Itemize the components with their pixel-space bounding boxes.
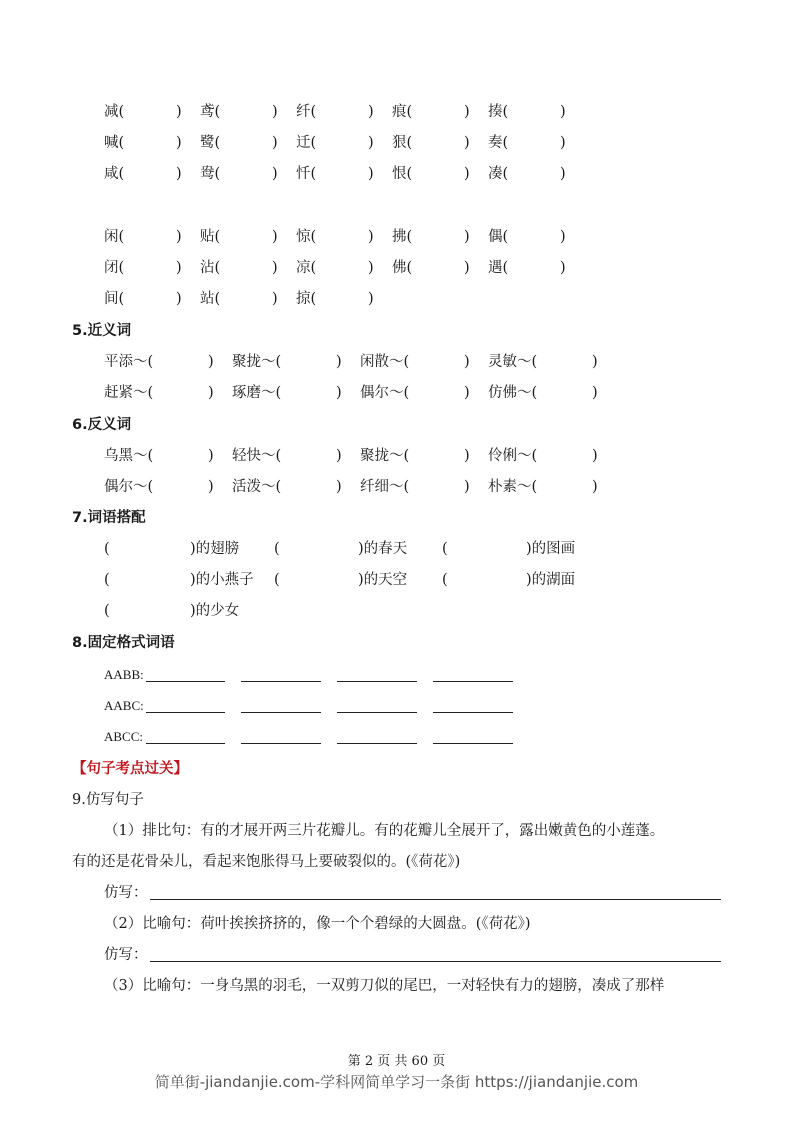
- close-paren: ): [368, 260, 374, 276]
- char-item: 减(: [104, 104, 125, 120]
- q9-title: 9.仿写句子: [72, 792, 144, 808]
- collocation-item: )的图画: [526, 541, 576, 557]
- word-item: 平添～(: [104, 354, 154, 370]
- collocation-item: )的湖面: [526, 572, 576, 588]
- close-paren: ): [368, 166, 374, 182]
- close-paren: ): [592, 385, 598, 401]
- word-item: 琢磨～(: [232, 385, 282, 401]
- char-item: 狠(: [392, 135, 413, 151]
- format-label-abcc: ABCC:: [104, 729, 144, 744]
- close-paren: ): [272, 291, 278, 307]
- close-paren: ): [336, 385, 342, 401]
- char-item: 间(: [104, 291, 125, 307]
- char-item: 惊(: [296, 229, 317, 245]
- close-paren: ): [208, 385, 214, 401]
- word-item: 偶尔～(: [360, 385, 410, 401]
- word-item: 偶尔～(: [104, 479, 154, 495]
- imitate-label: 仿写：: [104, 885, 148, 901]
- char-item: 鹭(: [200, 135, 221, 151]
- q9-item1-line2: 有的还是花骨朵儿，看起来饱胀得马上要破裂似的。(《荷花》): [72, 854, 461, 870]
- close-paren: ): [592, 354, 598, 370]
- page-number: 第 2 页 共 60 页: [347, 1054, 446, 1069]
- char-item: 鸯(: [200, 166, 221, 182]
- char-item: 纤(: [296, 104, 317, 120]
- collocation-item: )的天空: [358, 572, 408, 588]
- word-item: 闲散～(: [360, 354, 410, 370]
- word-item: 赶紧～(: [104, 385, 154, 401]
- word-item: 仿佛～(: [488, 385, 538, 401]
- char-item: 站(: [200, 291, 221, 307]
- close-paren: ): [560, 104, 566, 120]
- collocation-item: )的小燕子: [190, 572, 254, 588]
- close-paren: ): [560, 229, 566, 245]
- close-paren: ): [592, 448, 598, 464]
- char-item: 贴(: [200, 229, 221, 245]
- char-item: 忏(: [296, 166, 317, 182]
- format-label-aabc: AABC:: [104, 698, 144, 713]
- open-paren: (: [104, 572, 110, 588]
- q9-item3: （3）比喻句：一身乌黑的羽毛，一双剪刀似的尾巴，一对轻快有力的翅膀，凑成了那样: [104, 978, 665, 994]
- word-item: 聚拢～(: [360, 448, 410, 464]
- char-item: 闭(: [104, 260, 125, 276]
- collocation-heading: 7.词语搭配: [72, 510, 146, 526]
- close-paren: ): [272, 260, 278, 276]
- imitate-answer-line[interactable]: [150, 961, 721, 962]
- q9-item1-line1: （1）排比句：有的才展开两三片花瓣儿。有的花瓣儿全展开了，露出嫩黄色的小莲蓬。: [104, 823, 665, 839]
- word-item: 纤细～(: [360, 479, 410, 495]
- collocation-item: )的春天: [358, 541, 408, 557]
- close-paren: ): [176, 291, 182, 307]
- close-paren: ): [368, 229, 374, 245]
- close-paren: ): [272, 229, 278, 245]
- word-item: 活泼～(: [232, 479, 282, 495]
- char-item: 凑(: [488, 166, 509, 182]
- char-item: 拂(: [392, 229, 413, 245]
- char-item: 沾(: [200, 260, 221, 276]
- char-item: 奏(: [488, 135, 509, 151]
- close-paren: ): [560, 135, 566, 151]
- open-paren: (: [104, 603, 110, 619]
- close-paren: ): [272, 135, 278, 151]
- char-item: 喊(: [104, 135, 125, 151]
- close-paren: ): [464, 135, 470, 151]
- close-paren: ): [464, 354, 470, 370]
- word-item: 灵敏～(: [488, 354, 538, 370]
- close-paren: ): [464, 166, 470, 182]
- word-item: 乌黑～(: [104, 448, 154, 464]
- fixed-format-heading: 8.固定格式词语: [72, 635, 175, 651]
- close-paren: ): [272, 166, 278, 182]
- format-label-aabb: AABB:: [104, 667, 144, 682]
- answer-blank[interactable]: [146, 743, 225, 744]
- imitate-label: 仿写：: [104, 947, 148, 963]
- answer-blank[interactable]: [433, 681, 513, 682]
- char-item: 迁(: [296, 135, 317, 151]
- close-paren: ): [464, 104, 470, 120]
- answer-blank[interactable]: [337, 712, 417, 713]
- answer-blank[interactable]: [241, 743, 321, 744]
- imitate-answer-line[interactable]: [150, 899, 721, 900]
- close-paren: ): [176, 104, 182, 120]
- char-item: 咸(: [104, 166, 125, 182]
- close-paren: ): [560, 260, 566, 276]
- close-paren: ): [368, 291, 374, 307]
- close-paren: ): [208, 448, 214, 464]
- answer-blank[interactable]: [433, 743, 513, 744]
- close-paren: ): [464, 448, 470, 464]
- close-paren: ): [368, 135, 374, 151]
- word-item: 聚拢～(: [232, 354, 282, 370]
- open-paren: (: [104, 541, 110, 557]
- open-paren: (: [442, 572, 448, 588]
- char-item: 凉(: [296, 260, 317, 276]
- char-item: 鸢(: [200, 104, 221, 120]
- answer-blank[interactable]: [146, 681, 225, 682]
- close-paren: ): [208, 354, 214, 370]
- site-watermark: 简单街-jiandanjie.com-学科网简单学习一条街 https://jiandanjie.com: [154, 1073, 639, 1091]
- word-item: 朴素～(: [488, 479, 538, 495]
- open-paren: (: [274, 572, 280, 588]
- answer-blank[interactable]: [433, 712, 513, 713]
- char-item: 揍(: [488, 104, 509, 120]
- close-paren: ): [560, 166, 566, 182]
- open-paren: (: [442, 541, 448, 557]
- answer-blank[interactable]: [337, 681, 417, 682]
- char-item: 闲(: [104, 229, 125, 245]
- char-item: 掠(: [296, 291, 317, 307]
- close-paren: ): [336, 479, 342, 495]
- sentence-section-title: 【句子考点过关】: [72, 761, 188, 777]
- antonyms-heading: 6.反义词: [72, 417, 132, 433]
- char-item: 遇(: [488, 260, 509, 276]
- answer-blank[interactable]: [241, 712, 321, 713]
- char-item: 痕(: [392, 104, 413, 120]
- synonyms-heading: 5.近义词: [72, 323, 132, 339]
- close-paren: ): [464, 479, 470, 495]
- close-paren: ): [272, 104, 278, 120]
- char-item: 偶(: [488, 229, 509, 245]
- collocation-item: )的翅膀: [190, 541, 240, 557]
- close-paren: ): [176, 135, 182, 151]
- answer-blank[interactable]: [337, 743, 417, 744]
- close-paren: ): [592, 479, 598, 495]
- close-paren: ): [336, 354, 342, 370]
- close-paren: ): [336, 448, 342, 464]
- close-paren: ): [464, 260, 470, 276]
- char-item: 恨(: [392, 166, 413, 182]
- open-paren: (: [274, 541, 280, 557]
- close-paren: ): [176, 260, 182, 276]
- close-paren: ): [464, 229, 470, 245]
- answer-blank[interactable]: [146, 712, 225, 713]
- close-paren: ): [368, 104, 374, 120]
- close-paren: ): [464, 385, 470, 401]
- char-item: 佛(: [392, 260, 413, 276]
- word-item: 伶俐～(: [488, 448, 538, 464]
- collocation-item: )的少女: [190, 603, 240, 619]
- answer-blank[interactable]: [241, 681, 321, 682]
- close-paren: ): [176, 166, 182, 182]
- close-paren: ): [176, 229, 182, 245]
- close-paren: ): [208, 479, 214, 495]
- word-item: 轻快～(: [232, 448, 282, 464]
- q9-item2: （2）比喻句：荷叶挨挨挤挤的，像一个个碧绿的大圆盘。(《荷花》): [104, 916, 531, 932]
